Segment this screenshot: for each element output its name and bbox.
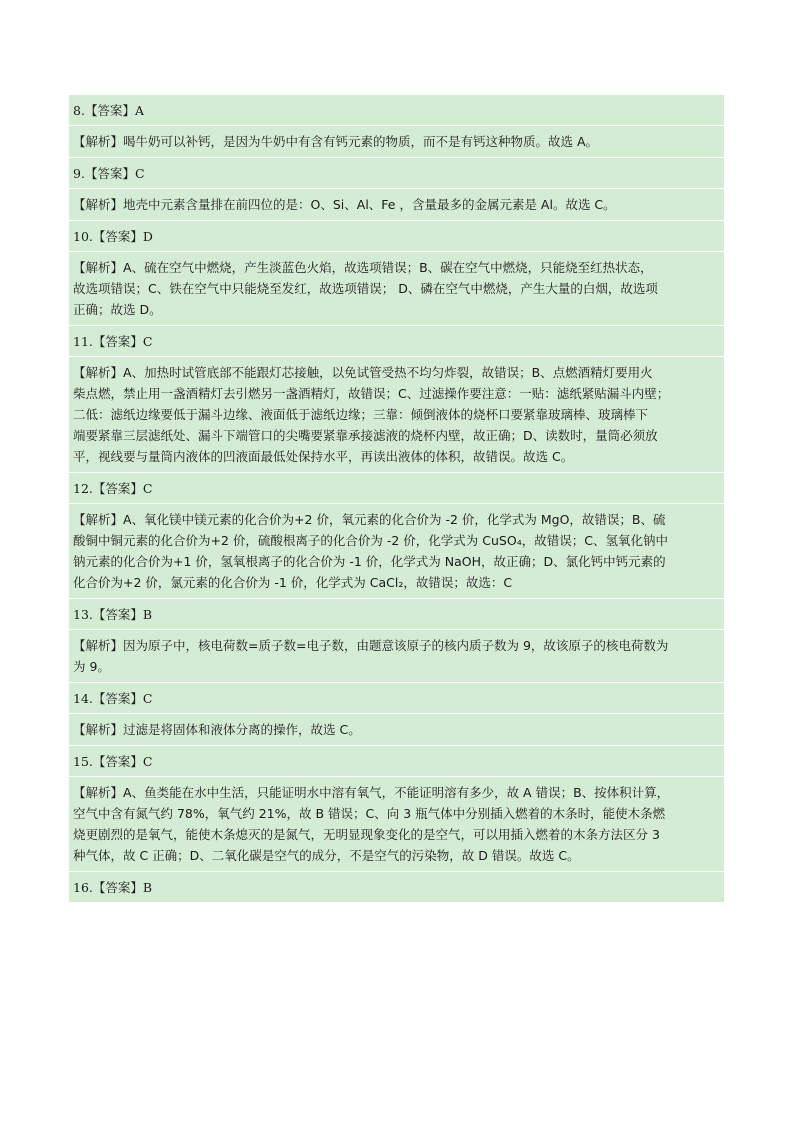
answer-row bbox=[69, 326, 724, 357]
answer-choice: C bbox=[134, 166, 145, 181]
explanation-line bbox=[73, 719, 720, 740]
question-number: 16. bbox=[73, 880, 93, 895]
explanation-line bbox=[73, 278, 720, 299]
answer-tag: 【答案】 bbox=[92, 607, 143, 622]
explanation-row bbox=[69, 126, 724, 158]
explanation-row bbox=[69, 357, 724, 473]
answer-tag: 【答案】 bbox=[92, 880, 143, 895]
explanation-row bbox=[69, 189, 724, 221]
question-number: 15. bbox=[73, 754, 93, 769]
explanation-text: 因为原子中，核电荷数=质子数=电子数，由题意该原子的核内质子数为 9，故该原子的核电荷数为 bbox=[123, 638, 669, 653]
explanation-line bbox=[73, 824, 720, 845]
explanation-line bbox=[73, 656, 720, 677]
explanation-text: 正确；故选 D。 bbox=[73, 302, 162, 317]
answer-choice: B bbox=[142, 607, 153, 622]
answer-row bbox=[69, 221, 724, 252]
answer-tag: 【答案】 bbox=[92, 481, 143, 496]
explanation-line bbox=[73, 509, 720, 530]
explanation-text: 钠元素的化合价为+1 价，氢氧根离子的化合价为 -1 价，化学式为 NaOH，故正确；D、氯化钙中钙元素的 bbox=[73, 554, 666, 569]
explanation-line bbox=[73, 635, 720, 656]
answer-choice: D bbox=[142, 229, 153, 244]
explanation-text: 端要紧靠三层滤纸处、漏斗下端管口的尖嘴要紧靠承接滤液的烧杯内壁，故正确；D、读数时，量筒必须放 bbox=[73, 428, 658, 443]
answer-choice: C bbox=[142, 481, 153, 496]
explanation-row bbox=[69, 504, 724, 599]
explanation-text: 二低：滤纸边缘要低于漏斗边缘、液面低于滤纸边缘；三靠：倾倒液体的烧杯口要紧靠玻璃棒、玻璃棒下 bbox=[73, 407, 649, 422]
explanation-row bbox=[69, 777, 724, 872]
answer-row bbox=[69, 746, 724, 777]
question-number: 12. bbox=[73, 481, 93, 496]
answer-choice: C bbox=[142, 691, 153, 706]
explanation-line bbox=[73, 299, 720, 320]
explanation-line bbox=[73, 383, 720, 404]
explanation-text: 为 9。 bbox=[73, 659, 110, 674]
explanation-line bbox=[73, 845, 720, 866]
answer-tag: 【答案】 bbox=[84, 103, 135, 118]
question-number: 8. bbox=[73, 103, 85, 118]
explanation-text: 过滤是将固体和液体分离的操作，故选 C。 bbox=[123, 722, 361, 737]
explanation-text: A、氧化镁中镁元素的化合价为+2 价，氧元素的化合价为 -2 价，化学式为 MgO，故错误；B、硫 bbox=[123, 512, 666, 527]
explanation-text: 化合价为+2 价，氯元素的化合价为 -1 价，化学式为 CaCl₂，故错误；故选：C bbox=[73, 575, 513, 590]
explanation-text: 柴点燃，禁止用一盏酒精灯去引燃另一盏酒精灯，故错误；C、过滤操作要注意：一贴：滤纸紧贴漏斗内壁； bbox=[73, 386, 670, 401]
explanation-line bbox=[73, 446, 720, 467]
answer-choice: C bbox=[142, 334, 153, 349]
question-number: 9. bbox=[73, 166, 85, 181]
explanation-tag: 【解析】 bbox=[73, 638, 124, 653]
answer-row bbox=[69, 683, 724, 714]
explanation-row bbox=[69, 714, 724, 746]
question-number: 14. bbox=[73, 691, 93, 706]
answer-row bbox=[69, 158, 724, 189]
answer-key-block bbox=[69, 95, 724, 903]
answer-row bbox=[69, 95, 724, 126]
explanation-text: 故选项错误；C、铁在空气中只能烧至发红，故选项错误； D、磷在空气中燃烧，产生大量的白烟，故选项 bbox=[73, 281, 658, 296]
explanation-line bbox=[73, 362, 720, 383]
explanation-line bbox=[73, 572, 720, 593]
explanation-row bbox=[69, 252, 724, 326]
explanation-text: 平，视线要与量筒内液体的凹液面最低处保持水平，再读出液体的体积，故错误。故选 C。 bbox=[73, 449, 574, 464]
explanation-row bbox=[69, 630, 724, 683]
explanation-line bbox=[73, 194, 720, 215]
explanation-line bbox=[73, 782, 720, 803]
explanation-line bbox=[73, 257, 720, 278]
explanation-tag: 【解析】 bbox=[73, 365, 124, 380]
explanation-line bbox=[73, 131, 720, 152]
answer-tag: 【答案】 bbox=[84, 166, 135, 181]
question-number: 10. bbox=[73, 229, 93, 244]
explanation-tag: 【解析】 bbox=[73, 134, 124, 149]
explanation-text: 酸铜中铜元素的化合价为+2 价，硫酸根离子的化合价为 -2 价，化学式为 CuSO₄，故错误；C、氢氧化钠中 bbox=[73, 533, 668, 548]
answer-row bbox=[69, 872, 724, 903]
explanation-text: A、硫在空气中燃烧，产生淡蓝色火焰，故选项错误；B、碳在空气中燃烧，只能烧至红热状态， bbox=[123, 260, 653, 275]
explanation-tag: 【解析】 bbox=[73, 722, 124, 737]
explanation-line bbox=[73, 803, 720, 824]
explanation-line bbox=[73, 425, 720, 446]
answer-row bbox=[69, 599, 724, 630]
explanation-text: A、鱼类能在水中生活，只能证明水中溶有氧气，不能证明溶有多少，故 A 错误；B、按体积计算， bbox=[123, 785, 670, 800]
answer-tag: 【答案】 bbox=[92, 691, 143, 706]
answer-tag: 【答案】 bbox=[92, 334, 143, 349]
explanation-text: 种气体，故 C 正确；D、二氧化碳是空气的成分，不是空气的污染物，故 D 错误。故选 C。 bbox=[73, 848, 580, 863]
answer-row bbox=[69, 473, 724, 504]
answer-choice: B bbox=[142, 880, 153, 895]
explanation-tag: 【解析】 bbox=[73, 512, 124, 527]
explanation-line bbox=[73, 404, 720, 425]
explanation-text: 烧更剧烈的是氧气，能使木条熄灭的是氮气，无明显现象变化的是空气，可以用插入燃着的木条方法区分 3 bbox=[73, 827, 660, 842]
explanation-tag: 【解析】 bbox=[73, 197, 124, 212]
answer-choice: A bbox=[134, 103, 144, 118]
explanation-line bbox=[73, 530, 720, 551]
explanation-text: 地壳中元素含量排在前四位的是：O、Si、Al、Fe ，含量最多的金属元素是 Al。故选 C。 bbox=[123, 197, 616, 212]
explanation-text: 空气中含有氮气约 78%，氧气约 21%，故 B 错误；C、向 3 瓶气体中分别插入燃着的木条时，能使木条燃 bbox=[73, 806, 666, 821]
explanation-text: A、加热时试管底部不能跟灯芯接触，以免试管受热不均匀炸裂，故错误；B、点燃酒精灯要用火 bbox=[123, 365, 653, 380]
explanation-line bbox=[73, 551, 720, 572]
answer-choice: C bbox=[142, 754, 153, 769]
answer-tag: 【答案】 bbox=[92, 754, 143, 769]
question-number: 13. bbox=[73, 607, 93, 622]
answer-tag: 【答案】 bbox=[92, 229, 143, 244]
explanation-text: 喝牛奶可以补钙，是因为牛奶中有含有钙元素的物质，而不是有钙这种物质。故选 A。 bbox=[123, 134, 599, 149]
explanation-tag: 【解析】 bbox=[73, 260, 124, 275]
question-number: 11. bbox=[73, 334, 93, 349]
explanation-tag: 【解析】 bbox=[73, 785, 124, 800]
